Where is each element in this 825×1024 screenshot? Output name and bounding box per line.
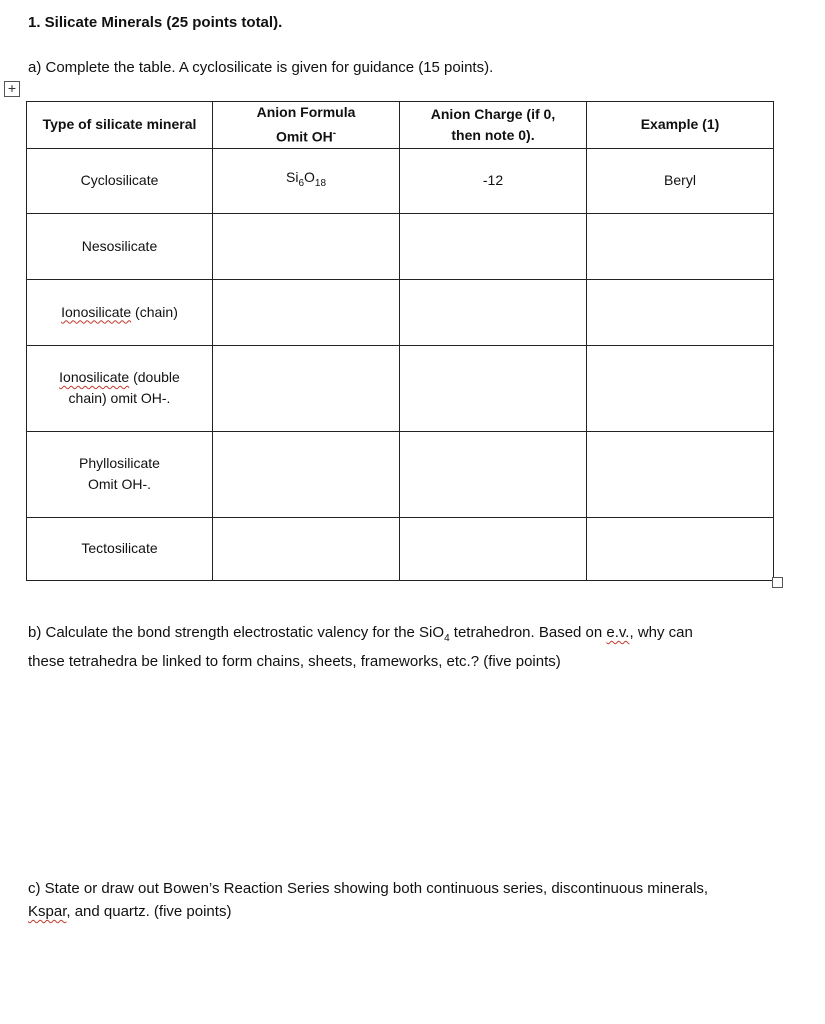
cell-charge-tectosilicate[interactable] bbox=[400, 517, 587, 580]
cell-charge-ino-chain[interactable] bbox=[400, 279, 587, 345]
part-c-line1: c) State or draw out Bowen’s Reaction Series showing both continuous series, discontinuous minerals, bbox=[28, 880, 709, 897]
cell-type-ino-double[interactable] bbox=[27, 345, 213, 431]
cell-type-nesosilicate[interactable]: Nesosilicate bbox=[27, 213, 213, 279]
formula-si-subscript: 6 bbox=[298, 178, 304, 190]
table-row-cyclosilicate bbox=[27, 148, 774, 213]
cell-charge-cyclosilicate[interactable]: -12 bbox=[400, 148, 587, 213]
question-title: 1. Silicate Minerals (25 points total). bbox=[28, 14, 283, 31]
cell-formula-ino-chain[interactable] bbox=[213, 279, 400, 345]
cell-example-cyclosilicate[interactable]: Beryl bbox=[587, 148, 774, 213]
table-row-ino-chain bbox=[27, 279, 774, 345]
table-row-ino-double bbox=[27, 345, 774, 431]
part-c-line2-rest: , and quartz. (five points) bbox=[66, 903, 232, 920]
spellcheck-ev: e.v. bbox=[606, 624, 630, 641]
formula-si: Si bbox=[285, 169, 299, 186]
table-header-row bbox=[27, 102, 774, 149]
table-resize-handle-icon[interactable] bbox=[772, 577, 783, 588]
cell-example-ino-chain[interactable] bbox=[587, 279, 774, 345]
sio4-subscript: 4 bbox=[444, 633, 450, 644]
part-b-text3: , why can bbox=[629, 624, 693, 641]
cell-formula-phyllosilicate[interactable] bbox=[213, 431, 400, 517]
spellcheck-kspar: Kspar bbox=[28, 903, 67, 920]
type-line1: Phyllosilicate bbox=[79, 455, 160, 472]
part-c-question bbox=[28, 877, 788, 923]
table-move-handle-icon[interactable]: + bbox=[4, 81, 20, 97]
header-anion-formula bbox=[213, 102, 400, 149]
cell-charge-ino-double[interactable] bbox=[400, 345, 587, 431]
table-row-phyllosilicate bbox=[27, 431, 774, 517]
type-rest: (double bbox=[129, 369, 180, 386]
formula-o: O bbox=[304, 169, 315, 186]
type-line2: chain) omit OH-. bbox=[68, 390, 171, 407]
header-example: Example (1) bbox=[587, 102, 774, 149]
cell-example-ino-double[interactable] bbox=[587, 345, 774, 431]
cell-formula-tectosilicate[interactable] bbox=[213, 517, 400, 580]
part-b-text2: tetrahedron. Based on bbox=[449, 624, 607, 641]
table-row-tectosilicate bbox=[27, 517, 774, 580]
cell-formula-ino-double[interactable] bbox=[213, 345, 400, 431]
type-rest: (chain) bbox=[131, 303, 178, 320]
header-anion-charge bbox=[400, 102, 587, 149]
part-b-question bbox=[28, 621, 788, 673]
spellcheck-word: Ionosilicate bbox=[59, 369, 130, 386]
cell-charge-phyllosilicate[interactable] bbox=[400, 431, 587, 517]
part-b-text1: b) Calculate the bond strength electrostatic valency for the SiO bbox=[28, 624, 445, 641]
spellcheck-word: Ionosilicate bbox=[61, 303, 132, 320]
header-anion-charge-line1: Anion Charge (if 0, bbox=[430, 105, 556, 122]
cell-example-tectosilicate[interactable] bbox=[587, 517, 774, 580]
cell-type-tectosilicate[interactable]: Tectosilicate bbox=[27, 517, 213, 580]
header-type: Type of silicate mineral bbox=[27, 102, 213, 149]
header-anion-formula-line2: Omit OH bbox=[275, 128, 333, 145]
table-row-nesosilicate bbox=[27, 213, 774, 279]
header-oh-superscript: - bbox=[332, 128, 337, 139]
silicate-table bbox=[26, 101, 774, 581]
part-a-instructions: a) Complete the table. A cyclosilicate is given for guidance (15 points). bbox=[28, 59, 494, 76]
cell-type-cyclosilicate[interactable]: Cyclosilicate bbox=[27, 148, 213, 213]
header-anion-formula-line1: Anion Formula bbox=[256, 104, 356, 120]
cell-type-ino-chain[interactable] bbox=[27, 279, 213, 345]
cell-type-phyllosilicate[interactable] bbox=[27, 431, 213, 517]
cell-example-phyllosilicate[interactable] bbox=[587, 431, 774, 517]
cell-charge-nesosilicate[interactable] bbox=[400, 213, 587, 279]
type-line2: Omit OH-. bbox=[88, 476, 151, 493]
part-b-line2: these tetrahedra be linked to form chains, sheets, frameworks, etc.? (five points) bbox=[28, 653, 561, 670]
cell-formula-nesosilicate[interactable] bbox=[213, 213, 400, 279]
cell-example-nesosilicate[interactable] bbox=[587, 213, 774, 279]
formula-o-subscript: 18 bbox=[314, 178, 327, 190]
header-anion-charge-line2: then note 0). bbox=[451, 126, 535, 143]
cell-formula-cyclosilicate[interactable] bbox=[213, 148, 400, 213]
